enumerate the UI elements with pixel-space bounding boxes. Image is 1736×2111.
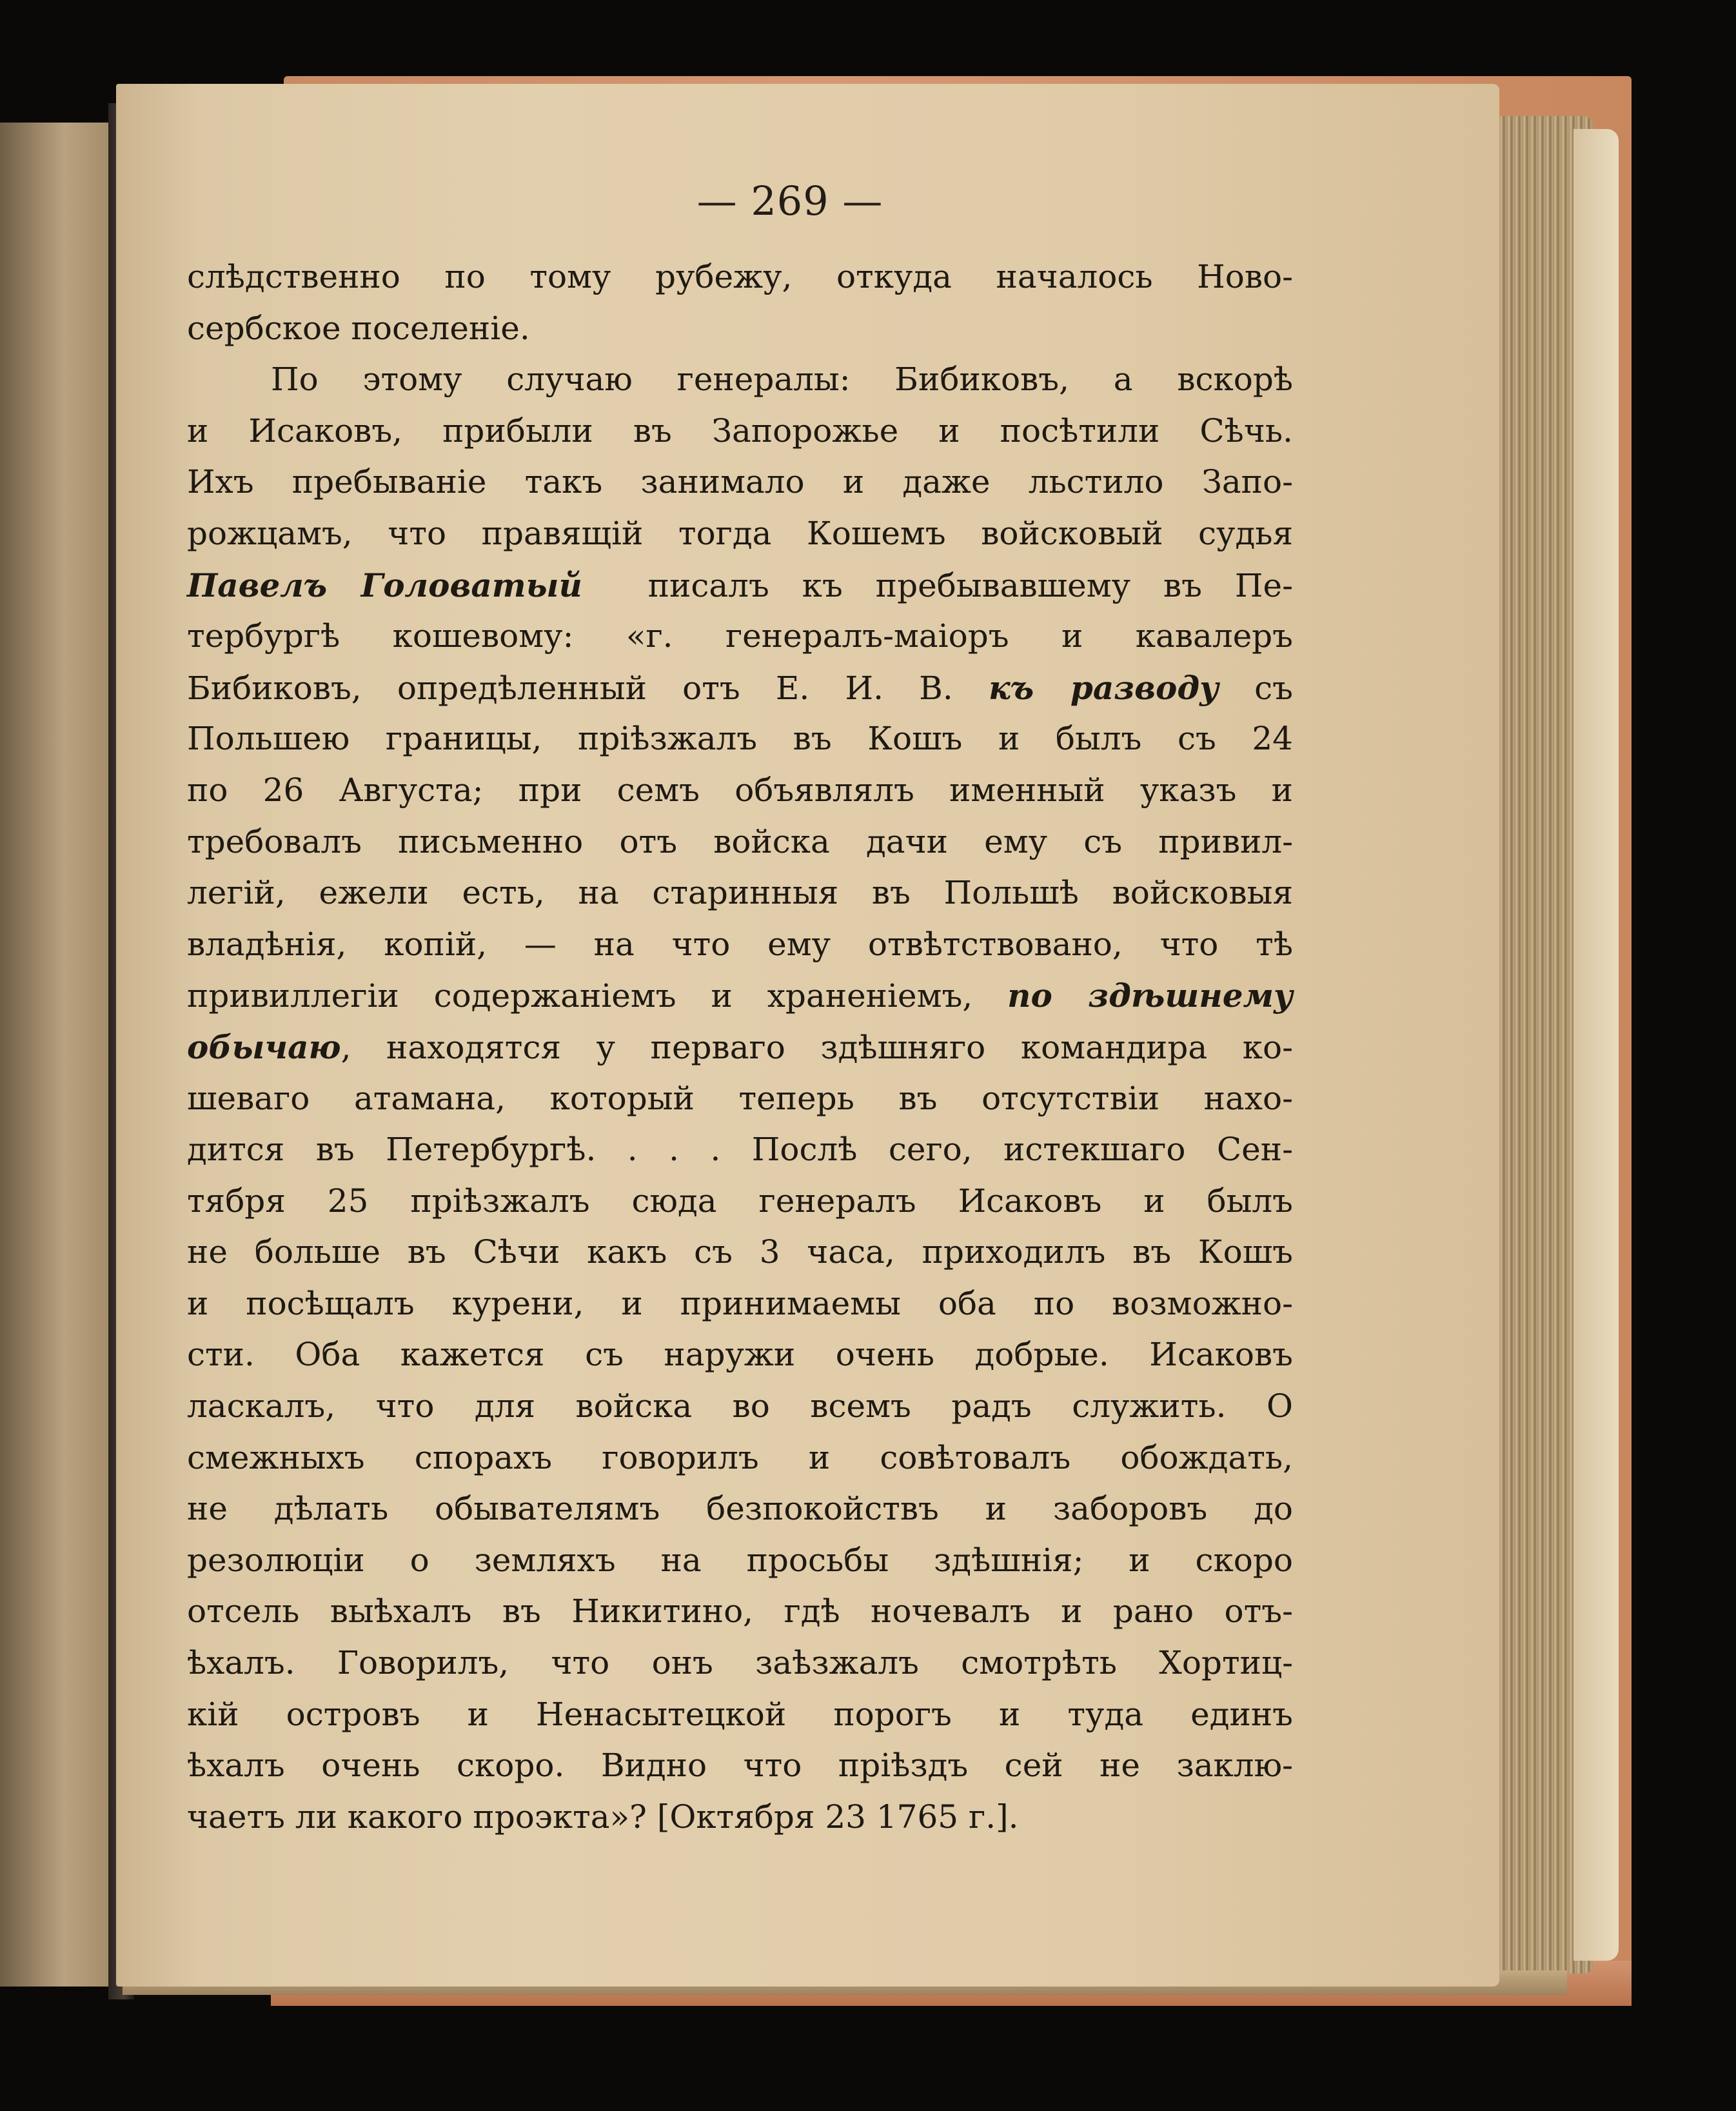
text-line [187,1227,1293,1278]
text-segment: легій, ежели есть, на старинныя въ Польшѣ войсковыя [187,874,1293,912]
text-segment: Ихъ пребываніе такъ занимало и даже льстило Запо- [187,463,1293,501]
text-line [187,1381,1293,1432]
text-segment: писалъ къ пребывавшему въ Пе- [582,566,1293,604]
text-segment: владѣнія, копій, — на что ему отвѣтствовано, что тѣ [187,925,1293,963]
text-segment: и Исаковъ, прибыли въ Запорожье и посѣтили Сѣчь. [187,411,1293,450]
text-segment: ласкалъ, что для войска во всемъ радъ служить. О [187,1387,1293,1425]
text-line [187,817,1293,868]
text-line [187,970,1293,1022]
text-segment: кій островъ и Ненасытецкой порогъ и туда единъ [187,1695,1293,1733]
text-line [187,1586,1293,1638]
emphasized-text: по здѣшнему [1007,976,1293,1015]
text-segment: рожцамъ, что правящій тогда Кошемъ войсковый судья [187,514,1293,552]
text-line [187,1638,1293,1689]
text-segment: не дѣлать обывателямъ безпокойствъ и заборовъ до [187,1490,1293,1528]
text-line [187,1329,1293,1381]
text-segment: дится въ Петербургѣ. . . . Послѣ сего, истекшаго Сен- [187,1131,1293,1169]
emphasized-text: обычаю [187,1027,341,1066]
text-line [187,1176,1293,1227]
text-segment: съ [1219,669,1293,707]
text-segment: слѣдственно по тому рубежу, откуда началось Ново- [187,258,1293,295]
text-segment: шеваго атамана, который теперь въ отсутствіи нахо- [187,1079,1293,1117]
text-line [187,919,1293,971]
text-line [187,1124,1293,1176]
text-line [187,1073,1293,1125]
text-segment: отсель выѣхалъ въ Никитино, гдѣ ночевалъ и рано отъ- [187,1592,1293,1630]
text-line [187,354,1293,406]
text-line [187,713,1293,765]
text-line [187,1740,1293,1792]
text-line [187,1689,1293,1741]
text-segment: По этому случаю генералы: Бибиковъ, а вскорѣ [271,361,1293,399]
text-line [187,867,1293,919]
text-segment: Польшею границы, пріѣзжалъ въ Кошъ и былъ съ 24 [187,720,1293,758]
text-segment: ѣхалъ. Говорилъ, что онъ заѣзжалъ смотрѣть Хортиц- [187,1644,1293,1682]
text-line [187,1483,1293,1535]
emphasized-text: къ разводу [988,668,1219,707]
text-segment: требовалъ письменно отъ войска дачи ему съ привил- [187,822,1293,860]
page-stack-outer-edge [1573,129,1619,1961]
text-line [187,560,1293,611]
text-segment: тября 25 пріѣзжалъ сюда генералъ Исаковъ и былъ [187,1182,1293,1220]
body-text [187,252,1293,1843]
text-segment: сти. Оба кажется съ наружи очень добрые. Исаковъ [187,1336,1293,1374]
text-line [187,406,1293,457]
text-segment: чаетъ ли какого проэкта»? [Октября 23 1765 г.]. [187,1798,1019,1836]
text-segment: сербское поселеніе. [187,309,530,347]
previous-page-edge [0,123,116,1987]
text-segment: по 26 Августа; при семъ объявлялъ именный указъ и [187,771,1293,809]
text-segment: привиллегіи содержаніемъ и храненіемъ, [187,977,1008,1015]
text-line [187,252,1293,303]
emphasized-text: Павелъ Головатый [187,566,582,604]
text-segment: и посѣщалъ курени, и принимаемы оба по возможно- [187,1284,1293,1322]
text-line [187,662,1293,714]
text-line [187,508,1293,560]
text-line [187,1022,1293,1073]
text-line [187,457,1293,508]
text-segment: тербургѣ кошевому: «г. генералъ-маіоръ и кавалеръ [187,617,1293,655]
text-line [187,611,1293,662]
page-number: — 269 — [696,177,883,224]
text-line [187,1278,1293,1330]
text-line [187,1535,1293,1587]
text-segment: смежныхъ спорахъ говорилъ и совѣтовалъ обождать, [187,1438,1293,1476]
text-segment: ѣхалъ очень скоро. Видно что пріѣздъ сей не заклю- [187,1747,1293,1785]
text-segment: резолюціи о земляхъ на просьбы здѣшнія; и скоро [187,1541,1293,1579]
text-segment: не больше въ Сѣчи какъ съ 3 часа, приходилъ въ Кошъ [187,1233,1293,1271]
text-line [187,1792,1293,1843]
text-line [187,1432,1293,1484]
text-segment: , находятся у перваго здѣшняго командира ко- [340,1028,1293,1066]
text-line [187,303,1293,355]
text-segment: Бибиковъ, опредѣленный отъ Е. И. В. [187,669,989,707]
text-line [187,765,1293,817]
